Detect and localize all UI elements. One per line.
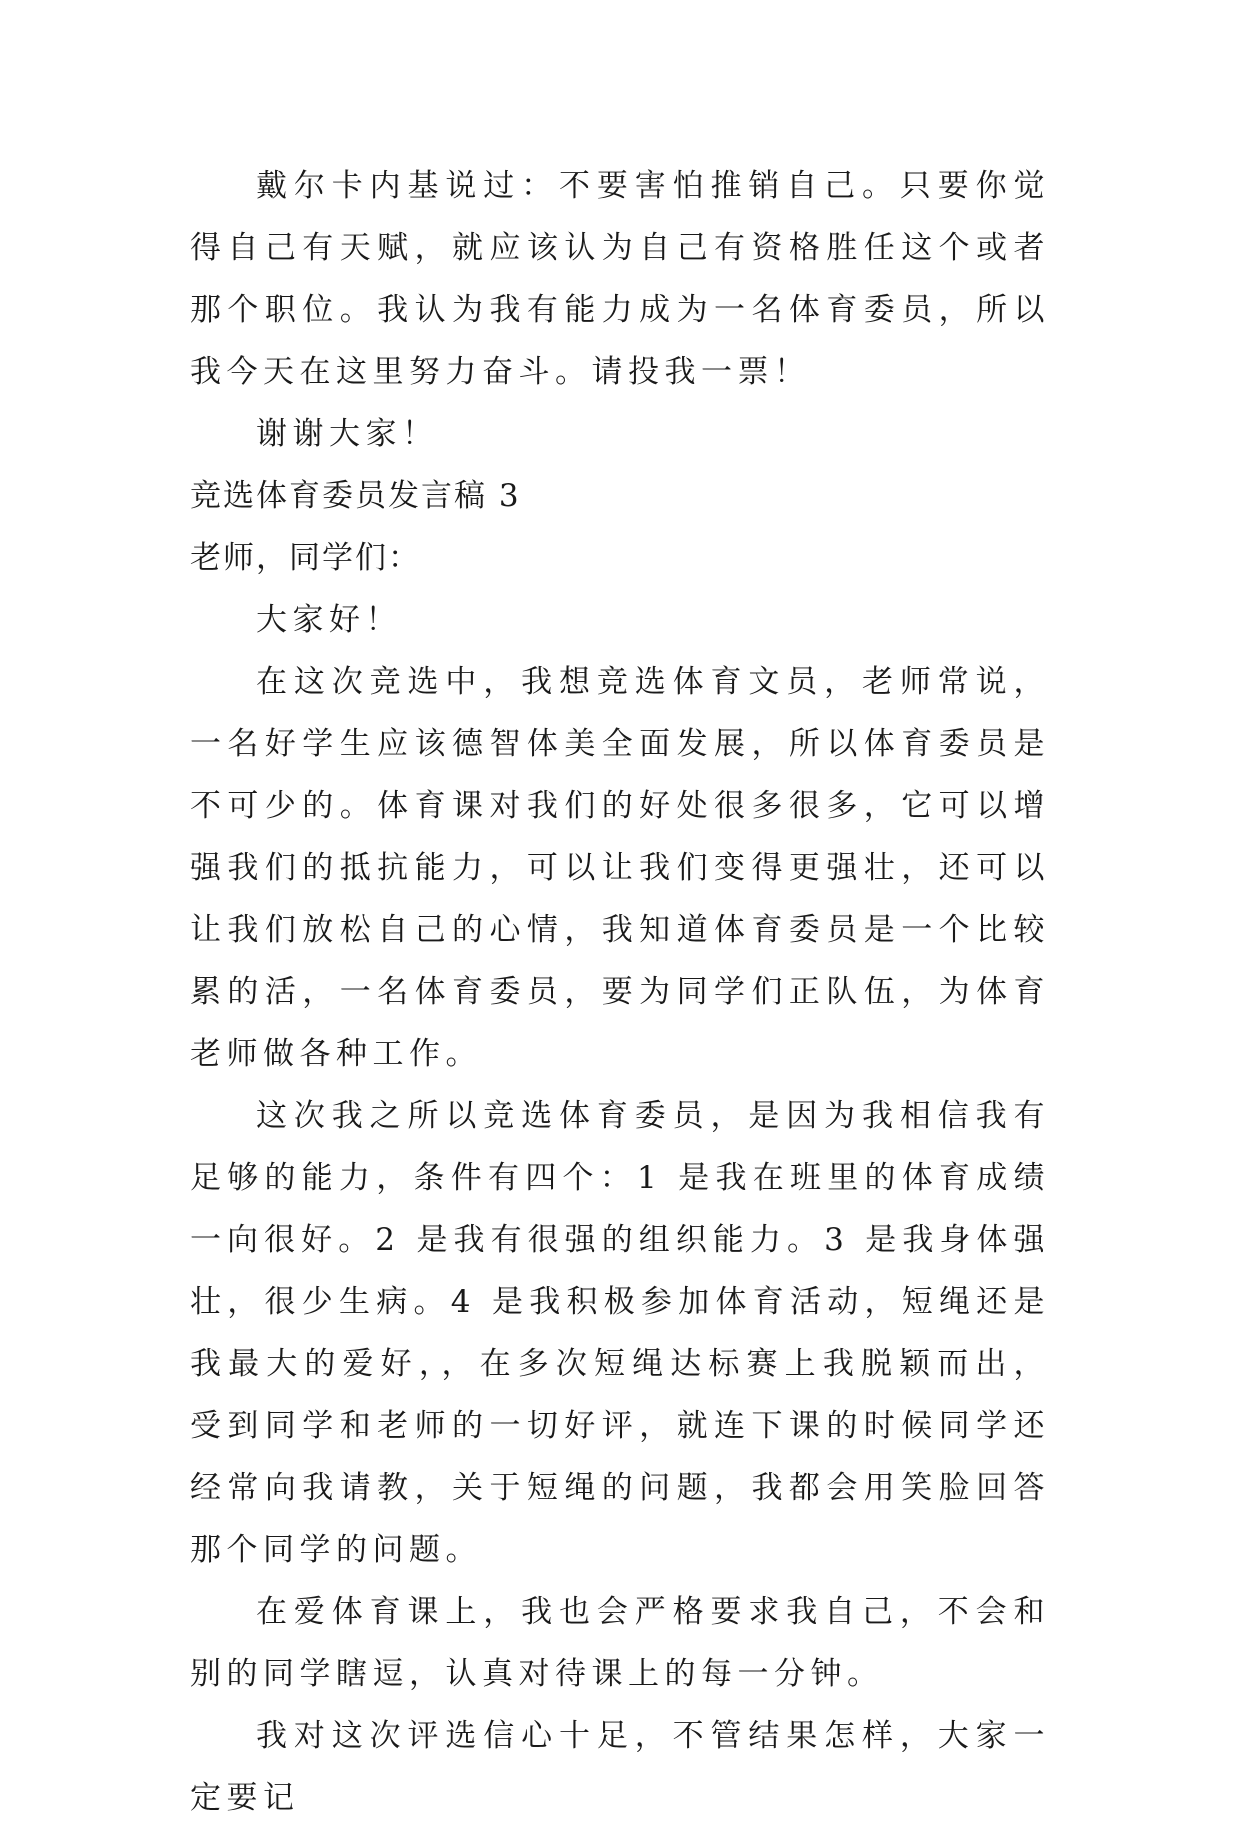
document-body bbox=[190, 155, 1050, 1829]
paragraph-closing: 我对这次评选信心十足，不管结果怎样，大家一定要记 bbox=[190, 1718, 1050, 1816]
paragraph-classroom: 在爱体育课上，我也会严格要求我自己，不会和别的同学瞎逗，认真对待课上的每一分钟。 bbox=[190, 1594, 1050, 1692]
section-title: 竞选体育委员发言稿 3 bbox=[190, 478, 521, 514]
paragraph-reasons: 这次我之所以竞选体育委员，是因为我相信我有足够的能力，条件有四个：1 是我在班里的体育成绩一向很好。2 是我有很强的组织能力。3 是我身体强壮，很少生病。4 是我积极参加体育活动，短绳还是我最大的爱好，，在多次短绳达标赛上我脱颖而出，受到同学和老师的一切好评，就连下课的时候同学还经常向我请教，关于短绳的问题，我都会用笑脸回答那个同学的问题。 bbox=[190, 1098, 1050, 1568]
paragraph-thanks: 谢谢大家！ bbox=[256, 416, 439, 452]
paragraph-intro: 在这次竞选中，我想竞选体育文员，老师常说，一名好学生应该德智体美全面发展，所以体育委员是不可少的。体育课对我们的好处很多很多，它可以增强我们的抵抗能力，可以让我们变得更强壮，还可以让我们放松自己的心情，我知道体育委员是一个比较累的活，一名体育委员，要为同学们正队伍，为体育老师做各种工作。 bbox=[190, 664, 1050, 1072]
salutation: 老师，同学们： bbox=[190, 540, 421, 576]
paragraph-quote: 戴尔卡内基说过：不要害怕推销自己。只要你觉得自己有天赋，就应该认为自己有资格胜任这个或者那个职位。我认为我有能力成为一名体育委员，所以我今天在这里努力奋斗。请投我一票！ bbox=[190, 168, 1050, 390]
paragraph-greeting: 大家好！ bbox=[256, 602, 402, 638]
